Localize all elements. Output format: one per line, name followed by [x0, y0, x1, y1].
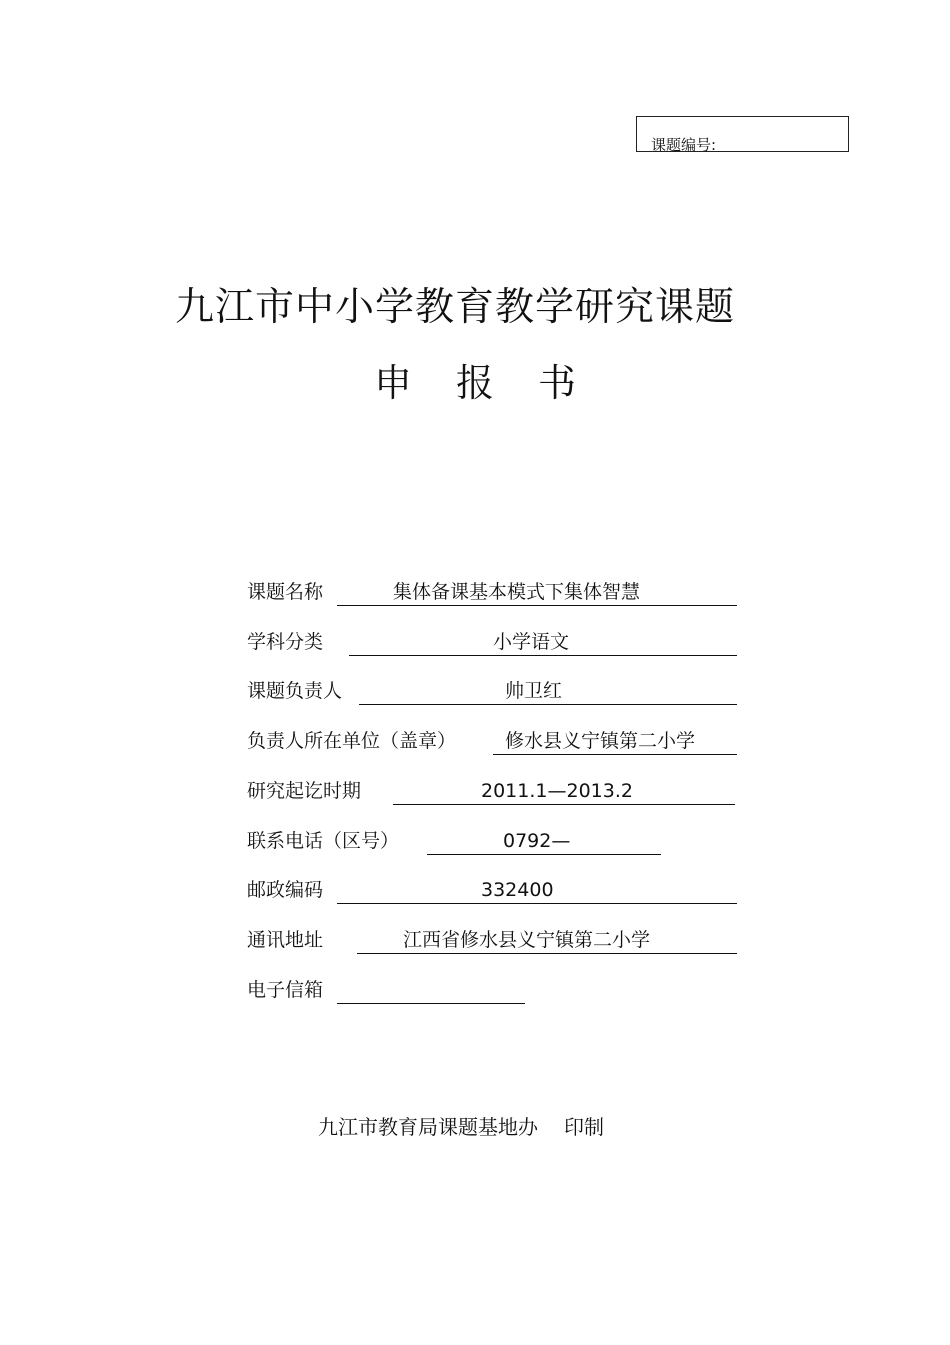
document-subtitle: 申报书 — [373, 361, 620, 405]
field-underline — [337, 976, 525, 1004]
field-label: 邮政编码 — [247, 879, 324, 901]
field-value: 集体备课基本模式下集体智慧 — [393, 581, 641, 603]
field-label: 研究起讫时期 — [247, 780, 362, 802]
field-value: 小学语文 — [493, 631, 570, 653]
field-topic-name — [247, 578, 737, 608]
field-label: 通讯地址 — [247, 929, 324, 951]
document-title: 九江市中小学教育教学研究课题 — [174, 285, 735, 330]
project-code-label: 课题编号: — [651, 136, 717, 154]
field-label: 负责人所在单位（盖章） — [247, 730, 457, 752]
field-email — [247, 976, 547, 1006]
footer-publisher: 九江市教育局课题基地办 — [318, 1115, 538, 1139]
field-label: 课题负责人 — [247, 680, 343, 702]
field-value: 2011.1—2013.2 — [481, 780, 633, 802]
field-value: 帅卫红 — [505, 680, 563, 702]
field-label: 联系电话（区号） — [247, 830, 400, 852]
field-value: 0792— — [503, 830, 571, 852]
field-unit — [247, 727, 737, 757]
field-label: 课题名称 — [247, 581, 324, 603]
field-period — [247, 777, 737, 807]
field-value: 332400 — [481, 879, 554, 901]
project-code-box — [636, 116, 849, 152]
field-leader — [247, 677, 737, 707]
footer-action: 印制 — [564, 1115, 604, 1139]
field-value: 江西省修水县义宁镇第二小学 — [403, 929, 651, 951]
field-label: 电子信箱 — [247, 979, 324, 1001]
field-address — [247, 926, 737, 956]
field-postcode — [247, 876, 737, 906]
field-value: 修水县义宁镇第二小学 — [505, 730, 696, 752]
field-subject — [247, 628, 737, 658]
footer-imprint — [318, 1112, 604, 1142]
field-label: 学科分类 — [247, 631, 324, 653]
field-phone — [247, 827, 667, 857]
